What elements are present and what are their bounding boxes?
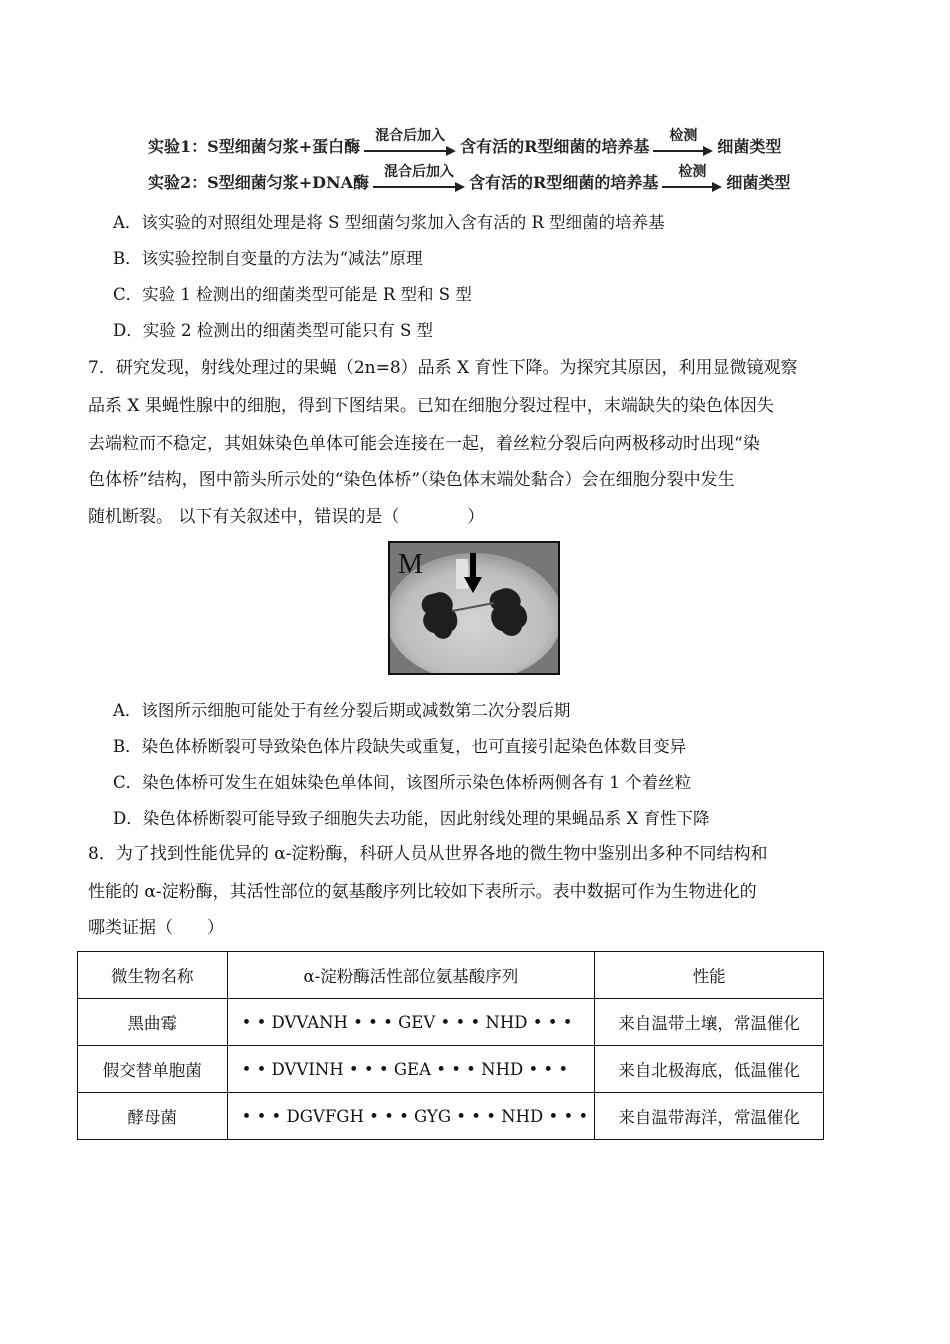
experiment-2-left: 实验2：S型细菌匀浆+DNA酶 <box>148 173 370 192</box>
q7-stem-line: 去端粒而不稳定，其姐妹染色单体可能会连接在一起，着丝粒分裂后向两极移动时出现“染 <box>88 434 760 454</box>
q7-option-d: D．染色体桥断裂可能导致子细胞失去功能，因此射线处理的果蝇品系 X 育性下降 <box>113 809 710 828</box>
arrow-detect-1 <box>653 128 713 158</box>
table-row <box>78 1046 824 1093</box>
performance-cell: 来自温带海洋，常温催化 <box>595 1093 824 1140</box>
arrow-right-icon <box>446 146 456 156</box>
arrow-mix-add-1 <box>364 128 456 158</box>
q6-option-b: B．该实验控制自变量的方法为“减法”原理 <box>113 249 423 268</box>
experiment-1-right: 细菌类型 <box>717 137 782 156</box>
q8-stem-line: 哪类证据（ ） <box>88 918 224 938</box>
arrow-label: 检测 <box>678 164 707 180</box>
q7-stem-line: 品系 X 果蝇性腺中的细胞，得到下图结果。已知在细胞分裂过程中，末端缺失的染色体因失 <box>88 396 774 416</box>
figure-label-m: M <box>398 549 423 580</box>
q7-stem-line: 色体桥”结构，图中箭头所示处的“染色体桥”（染色体末端处黏合）会在细胞分裂中发生 <box>88 470 735 490</box>
q8-stem-line: 性能的 α-淀粉酶，其活性部位的氨基酸序列比较如下表所示。表中数据可作为生物进化的 <box>88 882 757 902</box>
header-organism: 微生物名称 <box>78 952 228 999</box>
arrow-label: 混合后加入 <box>375 128 446 144</box>
q7-option-c: C．染色体桥可发生在姐妹染色单体间，该图所示染色体桥两侧各有 1 个着丝粒 <box>113 773 692 792</box>
arrow-right-icon <box>703 146 713 156</box>
performance-cell: 来自北极海底，低温催化 <box>595 1046 824 1093</box>
sequence-cell: • • DVVINH • • • GEA • • • NHD • • • <box>227 1046 595 1093</box>
arrow-label: 混合后加入 <box>384 164 455 180</box>
header-sequence: α-淀粉酶活性部位氨基酸序列 <box>227 952 595 999</box>
q6-option-d: D．实验 2 检测出的细菌类型可能只有 S 型 <box>113 321 434 340</box>
sequence-cell: • • DVVANH • • • GEV • • • NHD • • • <box>227 999 595 1046</box>
experiment-1-middle: 含有活的R型细菌的培养基 <box>460 137 650 156</box>
arrow-right-icon <box>455 182 465 192</box>
q8-stem-line: 8．为了找到性能优异的 α-淀粉酶，科研人员从世界各地的微生物中鉴别出多种不同结构和 <box>88 844 768 864</box>
performance-cell: 来自温带土壤，常温催化 <box>595 999 824 1046</box>
arrow-detect-2 <box>662 164 722 194</box>
header-performance: 性能 <box>595 952 824 999</box>
chromosome-bridge-micrograph <box>388 541 560 675</box>
arrow-label: 检测 <box>669 128 698 144</box>
organism-cell: 酵母菌 <box>78 1093 228 1140</box>
q6-option-a: A．该实验的对照组处理是将 S 型细菌匀浆加入含有活的 R 型细菌的培养基 <box>113 213 665 232</box>
experiment-2-right: 细菌类型 <box>726 173 791 192</box>
experiment-line-2 <box>148 164 790 194</box>
table-row <box>78 1093 824 1140</box>
q7-option-b: B．染色体桥断裂可导致染色体片段缺失或重复，也可直接引起染色体数目变异 <box>113 737 687 756</box>
amylase-comparison-table <box>77 951 824 1140</box>
table-header-row <box>78 952 824 999</box>
organism-cell: 黑曲霉 <box>78 999 228 1046</box>
arrow-right-icon <box>712 182 722 192</box>
experiment-2-middle: 含有活的R型细菌的培养基 <box>469 173 659 192</box>
organism-cell: 假交替单胞菌 <box>78 1046 228 1093</box>
q6-option-c: C．实验 1 检测出的细菌类型可能是 R 型和 S 型 <box>113 285 472 304</box>
table-row <box>78 999 824 1046</box>
arrow-mix-add-2 <box>373 164 465 194</box>
q7-stem-line: 随机断裂。 以下有关叙述中，错误的是（ ） <box>88 507 485 527</box>
q7-stem-line: 7．研究发现，射线处理过的果蝇（2n=8）品系 X 育性下降。为探究其原因，利用显微镜观察 <box>88 358 798 378</box>
sequence-cell: • • • DGVFGH • • • GYG • • • NHD • • • <box>227 1093 595 1140</box>
experiment-1-left: 实验1：S型细菌匀浆+蛋白酶 <box>148 137 361 156</box>
experiment-line-1 <box>148 128 781 158</box>
q7-option-a: A．该图所示细胞可能处于有丝分裂后期或减数第二次分裂后期 <box>113 701 571 720</box>
